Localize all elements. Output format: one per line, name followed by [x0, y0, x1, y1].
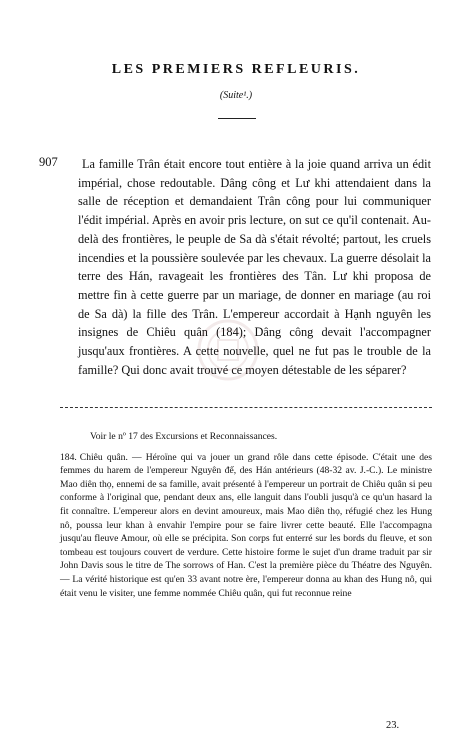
library-seal-watermark	[196, 318, 260, 382]
footnote-text: Chiêu quân. — Héroïne qui va jouer un grand rôle dans cette épisode. C'était une des femmes du harem de l'empereur Nguyên đế, des Hán antérieurs (48-32 av. J.-C.). Le ministre Mao diên thọ, ennemi de sa famille, avait présenté à l'empereur un portrait de Chiêu quân si peu conforme à l'original que, pendant deux ans, elle languit dans l'oubli jusqu'à ce qu'un hasard la fit connaître. L'empereur alors en devint amoureux, mais Mao diên thọ, réfugié chez les Hung nô, poussa leur khan à envahir l'empire pour se faire livrer cette beauté. Elle l'accompagna jusqu'au fleuve Amour, où elle se précipita. Son corps fut enterré sur les bords du fleuve, et son tombeau est toujours couvert de verdure. Cette histoire forme le sujet d'un drame traduit par sir John Davis sous le titre de The sorrows of Han. C'est la première pièce du Théatre des Nguyên. — La vérité historique est qu'en 33 avant notre ère, l'empereur donna au khan des Hung nô, qui était venu le visiter, une femme nommée Chiêu quân, qui fut reconnue reine	[60, 451, 432, 599]
page-number: 23.	[386, 720, 400, 731]
page-subtitle: (Suite¹.)	[219, 90, 253, 101]
footnote-separator	[60, 407, 432, 408]
footnotes-block	[60, 430, 432, 600]
footnote-184	[60, 451, 432, 601]
page-title: LES PREMIERS REFLEURIS.	[111, 62, 361, 77]
verse-number: 907	[39, 155, 58, 169]
main-paragraph: La famille Trân était encore tout entière à la joie quand arriva un édit impérial, chose redoutable. Dâng công et Lư khi attendaient dans la salle de réception et demandaient Trân công pour lui communiquer l'édit impérial. Après en avoir pris lecture, on sut ce qu'il contenait. Au-delà des frontières, le peuple de Sa dà s'était révolté; partout, les cruels incendies et la poussière soulevée par les chevaux. La guerre désolait la terre des Hán, ravageait les frontières des Tân. Lư khi proposa de mettre fin à cette guerre par un mariage, de donner en mariage (au roi de Sa dà) la fille des Trân. L'empereur accordait à Hạnh nguyên les insignes de Chiêu quân (184); Dâng công devait l'accompagner jusqu'aux frontières. A cette nouvelle, quel ne fut pas le trouble de la famille? Qui donc avait trouvé ce moyen détestable de les séparer?	[78, 157, 431, 377]
title-rule	[218, 118, 256, 119]
footnote-number: 184.	[60, 451, 77, 463]
footnote-reference: Voir le nº 17 des Excursions et Reconnaissances.	[90, 431, 278, 442]
